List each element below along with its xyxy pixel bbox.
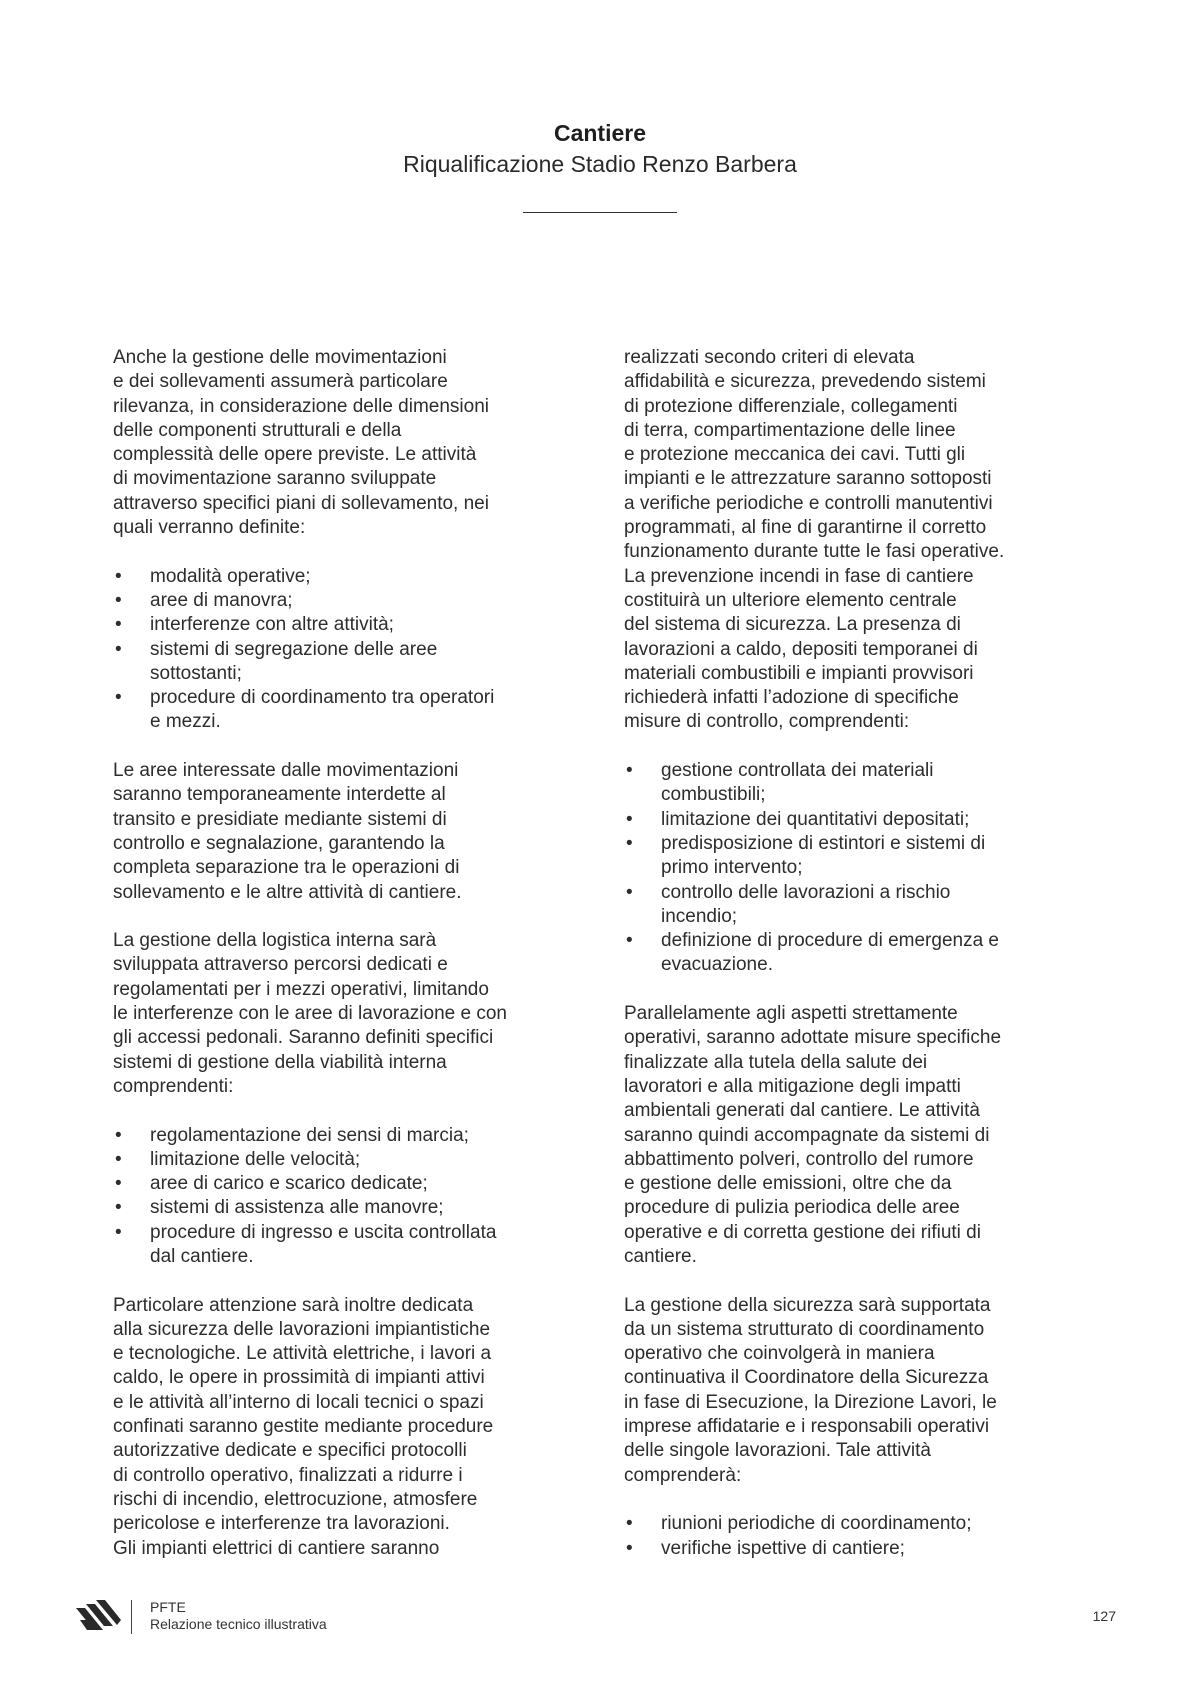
list-item: • limitazione delle velocità;: [113, 1148, 591, 1172]
paragraph: realizzati secondo criteri di elevata affidabilità e sicurezza, prevedendo sistemi di protezione differenziale, collegamenti di terra, compartimentazione delle linee e protezione meccanica dei cavi. Tutti gli impianti e le attrezzature saranno sottoposti a verifiche periodiche e controlli manutentivi programmati, al fine di garantirne il corretto funzionamento durante tutte le fasi operative. La prevenzione incendi in fase di cantiere costituirà un ulteriore elemento centrale del sistema di sicurezza. La presenza di lavorazioni a caldo, depositi temporanei di materiali combustibili e impianti provvisori richiederà infatti l’adozione di specifiche misure di controllo, comprendenti:: [624, 347, 1005, 733]
footer-doc-title: Relazione tecnico illustrativa: [150, 1616, 327, 1632]
bullet-list: [113, 565, 591, 735]
list-item: • sistemi di segregazione delle aree sottostanti;: [113, 638, 591, 687]
section-subtitle: Riqualificazione Stadio Renzo Barbera: [403, 151, 797, 177]
list-item: • controllo delle lavorazioni a rischio incendio;: [624, 881, 1102, 930]
paragraph: La gestione della sicurezza sarà supportata da un sistema strutturato di coordinamento operativo che coinvolgerà in maniera continuativa il Coordinatore della Sicurezza in fase di Esecuzione, la Direzione Lavori, le imprese affidatarie e i responsabili operativi delle singole lavorazioni. Tale attività comprenderà:: [624, 1294, 997, 1486]
page-footer: [76, 1598, 1116, 1638]
stylized-stripes-logo-icon: [76, 1600, 122, 1634]
footer-divider: [131, 1600, 132, 1634]
bullet-list: [624, 1512, 1102, 1561]
paragraph: Anche la gestione delle movimentazioni e dei sollevamenti assumerà particolare rilevanza, in considerazione delle dimensioni delle componenti strutturali e della complessità delle opere previste. Le attività di movimentazione saranno sviluppate attraverso specifici piani di sollevamento, nei quali verranno definite:: [113, 347, 489, 539]
list-item: • definizione di procedure di emergenza e evacuazione.: [624, 929, 1102, 978]
page-header: [0, 118, 1200, 213]
list-item: • interferenze con altre attività;: [113, 613, 591, 637]
title-divider: [523, 212, 677, 213]
paragraph: Le aree interessate dalle movimentazioni saranno temporaneamente interdette al transito e presidiate mediante sistemi di controllo e segnalazione, garantendo la completa separazione tra le operazioni di sollevamento e le altre attività di cantiere.: [113, 760, 462, 903]
list-item: • riunioni periodiche di coordinamento;: [624, 1512, 1102, 1536]
list-item: • procedure di coordinamento tra operatori e mezzi.: [113, 686, 591, 735]
list-item: • limitazione dei quantitativi depositati;: [624, 808, 1102, 832]
list-item: • sistemi di assistenza alle manovre;: [113, 1196, 591, 1220]
paragraph: Particolare attenzione sarà inoltre dedicata alla sicurezza delle lavorazioni impiantistiche e tecnologiche. Le attività elettriche, i lavori a caldo, le opere in prossimità di impianti attivi e le attività all’interno di locali tecnici o spazi confinati saranno gestite mediante procedure autorizzative dedicate e specifici protocolli di controllo operativo, finalizzati a ridurre i rischi di incendio, elettrocuzione, atmosfere pericolose e interferenze tra lavorazioni. Gli impianti elettrici di cantiere saranno: [113, 1294, 494, 1559]
list-item: • procedure di ingresso e uscita controllata dal cantiere.: [113, 1221, 591, 1270]
list-item: • aree di carico e scarico dedicate;: [113, 1172, 591, 1196]
list-item: • regolamentazione dei sensi di marcia;: [113, 1124, 591, 1148]
paragraph: Parallelamente agli aspetti strettamente operativi, saranno adottate misure specifiche finalizzate alla tutela della salute dei lavoratori e alla mitigazione degli impatti ambientali generati dal cantiere. Le attività saranno quindi accompagnate da sistemi di abbattimento polveri, controllo del rumore e gestione delle emissioni, oltre che da procedure di pulizia periodica delle aree operative e di corretta gestione dei rifiuti di cantiere.: [624, 1003, 1002, 1267]
list-item: • gestione controllata dei materiali combustibili;: [624, 759, 1102, 808]
paragraph: La gestione della logistica interna sarà sviluppata attraverso percorsi dedicati e regolamentati per i mezzi operativi, limitando le interferenze con le aree di lavorazione e con gli accessi pedonali. Saranno definiti specifici sistemi di gestione della viabilità interna comprendenti:: [113, 930, 507, 1097]
list-item: • verifiche ispettive di cantiere;: [624, 1537, 1102, 1561]
bullet-list: [624, 759, 1102, 978]
list-item: • predisposizione di estintori e sistemi di primo intervento;: [624, 832, 1102, 881]
footer-document-info: [150, 1599, 327, 1633]
page-number: 127: [1092, 1608, 1116, 1624]
list-item: • aree di manovra;: [113, 589, 591, 613]
bullet-list: [113, 1124, 591, 1270]
section-title: Cantiere: [553, 120, 647, 146]
footer-doc-type: PFTE: [150, 1599, 186, 1615]
right-column: [624, 346, 1102, 1585]
list-item: • modalità operative;: [113, 565, 591, 589]
left-column: [113, 346, 591, 1561]
